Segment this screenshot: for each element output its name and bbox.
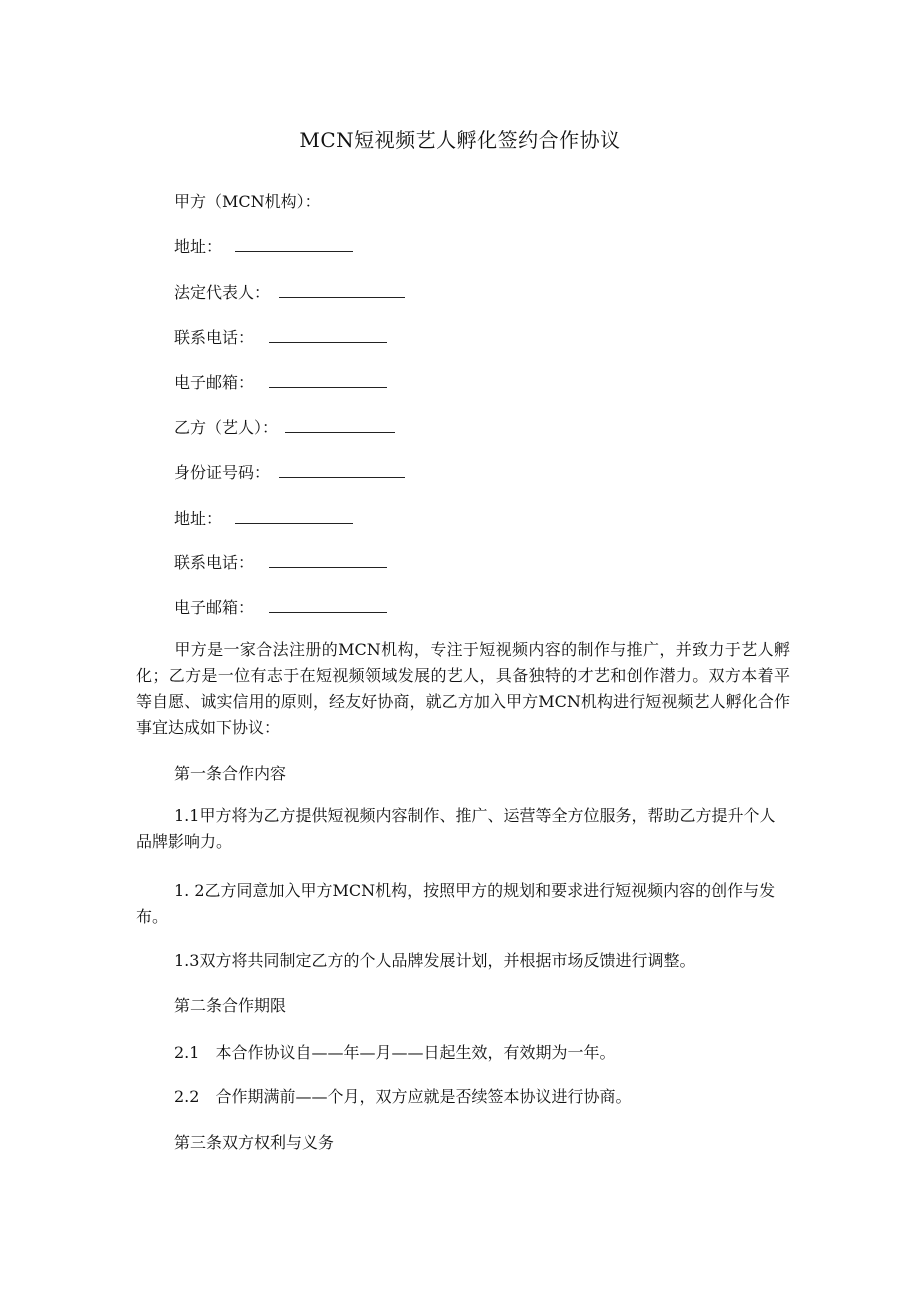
party-b-phone-label: 联系电话： bbox=[174, 553, 255, 572]
party-a-rep-field bbox=[174, 282, 405, 304]
party-b-address-label: 地址： bbox=[174, 509, 223, 528]
section-2-title: 第二条合作期限 bbox=[174, 996, 287, 1015]
party-b-id-field bbox=[174, 462, 405, 484]
party-a-address-label: 地址： bbox=[174, 237, 223, 256]
clause-1-1-text: 1.1甲方将为乙方提供短视频内容制作、推广、运营等全方位服务，帮助乙方提升个人品牌影响力。 bbox=[136, 806, 776, 851]
party-b-email-blank[interactable] bbox=[269, 598, 387, 613]
party-a-address-blank[interactable] bbox=[235, 237, 353, 252]
intro-text: 甲方是一家合法注册的MCN机构，专注于短视频内容的制作与推广，并致力于艺人孵化；乙方是一位有志于在短视频领域发展的艺人，具备独特的才艺和创作潜力。双方本着平等自愿、诚实信用的原则，经友好协商，就乙方加入甲方MCN机构进行短视频艺人孵化合作事宜达成如下协议： bbox=[136, 640, 790, 737]
clause-1-3: 1.3双方将共同制定乙方的个人品牌发展计划，并根据市场反馈进行调整。 bbox=[174, 951, 696, 970]
party-b-heading-field bbox=[174, 417, 395, 439]
party-b-id-label: 身份证号码： bbox=[174, 463, 271, 482]
document-title: MCN短视频艺人孵化签约合作协议 bbox=[299, 128, 621, 152]
party-b-name-blank[interactable] bbox=[285, 418, 395, 433]
party-b-address-blank[interactable] bbox=[235, 509, 353, 524]
party-a-phone-blank[interactable] bbox=[269, 328, 387, 343]
party-b-email-label: 电子邮箱： bbox=[174, 598, 255, 617]
party-a-heading bbox=[174, 191, 321, 213]
party-b-phone-blank[interactable] bbox=[269, 553, 387, 568]
party-b-address-field bbox=[174, 508, 353, 530]
party-a-rep-blank[interactable] bbox=[279, 283, 405, 298]
party-a-heading-label: 甲方（MCN机构）： bbox=[174, 192, 321, 211]
party-a-email-blank[interactable] bbox=[269, 373, 387, 388]
party-b-phone-field bbox=[174, 552, 387, 574]
party-a-phone-field bbox=[174, 327, 387, 349]
party-a-email-field bbox=[174, 372, 387, 394]
party-b-heading-label: 乙方（艺人）： bbox=[174, 418, 279, 437]
clause-1-1 bbox=[136, 803, 790, 855]
clause-2-1: 2.1 本合作协议自——年—月——日起生效，有效期为一年。 bbox=[174, 1043, 616, 1062]
party-b-email-field bbox=[174, 597, 387, 619]
party-b-id-blank[interactable] bbox=[279, 463, 405, 478]
intro-paragraph bbox=[136, 637, 790, 741]
section-1-title: 第一条合作内容 bbox=[174, 764, 287, 783]
clause-1-2-text: 1. 2乙方同意加入甲方MCN机构，按照甲方的规划和要求进行短视频内容的创作与发布。 bbox=[136, 881, 776, 926]
party-a-email-label: 电子邮箱： bbox=[174, 373, 255, 392]
section-3-title: 第三条双方权利与义务 bbox=[174, 1133, 335, 1152]
party-a-rep-label: 法定代表人： bbox=[174, 283, 271, 302]
clause-2-2: 2.2 合作期满前——个月，双方应就是否续签本协议进行协商。 bbox=[174, 1087, 632, 1106]
party-a-address-field bbox=[174, 236, 353, 258]
clause-1-2 bbox=[136, 878, 790, 930]
party-a-phone-label: 联系电话： bbox=[174, 328, 255, 347]
